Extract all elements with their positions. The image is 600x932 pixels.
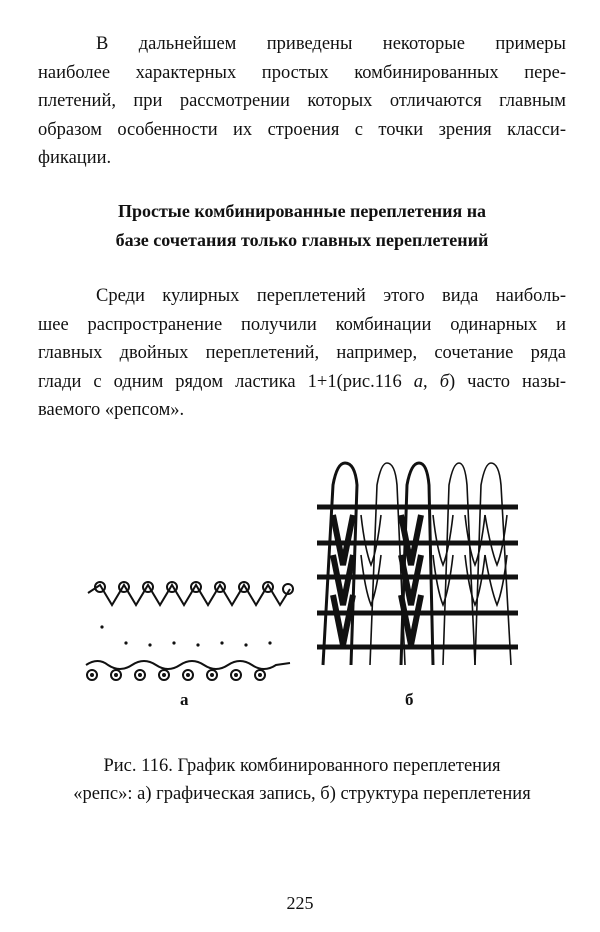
paragraph-line: главных двойных переплетений, например, сочетание ряда bbox=[38, 343, 566, 363]
heading-line-2: базе сочетания только главных переплетений bbox=[115, 230, 489, 250]
figref-b: б bbox=[439, 371, 449, 392]
paragraph-intro bbox=[38, 30, 566, 173]
text-fragment: , bbox=[423, 371, 440, 392]
figure-b-structure bbox=[315, 455, 520, 675]
paragraph-line: плетений, при рассмотрении которых отличаются главным bbox=[38, 91, 566, 111]
paragraph-line: В дальнейшем приведены некоторые примеры bbox=[96, 34, 566, 54]
page-number: 225 bbox=[286, 893, 314, 913]
paragraph-line: шее распространение получили комбинации одинарных и bbox=[38, 314, 566, 335]
caption-line-2: «репс»: а) графическая запись, б) структура переплетения bbox=[73, 784, 531, 804]
heading-line-1: Простые комбинированные переплетения на bbox=[117, 201, 487, 221]
paragraph-reps bbox=[38, 282, 566, 425]
bottom-wave bbox=[86, 661, 290, 669]
figure-label-a: а bbox=[180, 690, 189, 709]
paragraph-line-figref bbox=[38, 368, 566, 397]
paragraph-line: ваемого «репсом». bbox=[38, 400, 185, 420]
paragraph-line: фикации. bbox=[38, 148, 112, 168]
figref-a: а bbox=[413, 371, 424, 392]
paragraph-line: Среди кулирных переплетений этого вида наиболь- bbox=[96, 286, 566, 306]
figure-label-b: б bbox=[405, 690, 414, 709]
paragraph-line: образом особенности их строения с точки зрения класси- bbox=[38, 119, 566, 140]
figure-caption bbox=[40, 752, 564, 808]
section-heading bbox=[38, 197, 566, 255]
caption-line-1: Рис. 116. График комбинированного переплетения bbox=[103, 756, 501, 776]
text-fragment: ) часто назы- bbox=[449, 371, 567, 392]
paragraph-line: наиболее характерных простых комбинированных пере- bbox=[38, 62, 566, 83]
text-fragment: глади с одним рядом ластика 1+1(рис.116 bbox=[38, 371, 414, 392]
